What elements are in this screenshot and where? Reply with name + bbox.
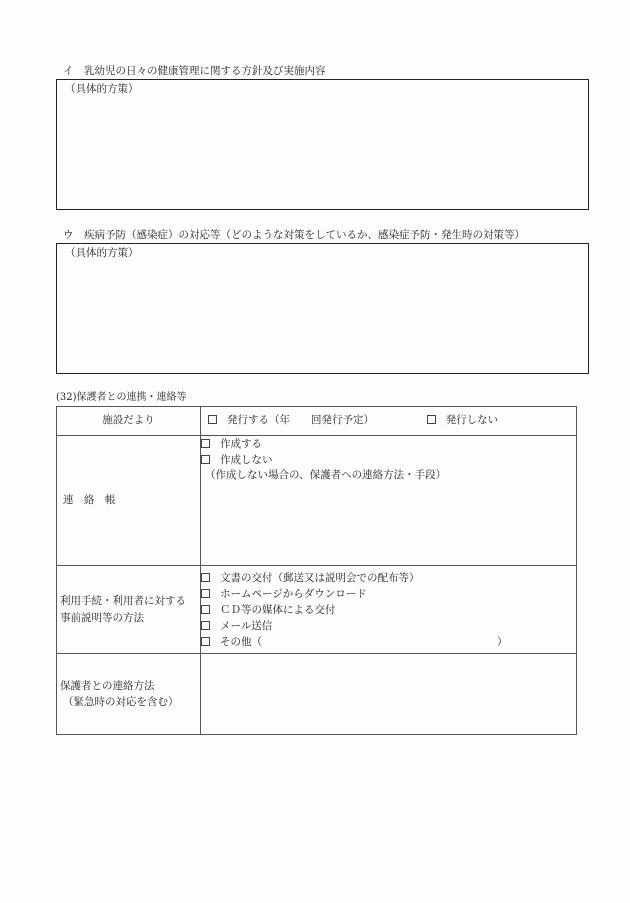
contact-book-options bbox=[201, 436, 577, 566]
contact-table bbox=[56, 406, 577, 735]
other-close-paren: ） bbox=[497, 636, 508, 648]
newsletter-no-issue-option[interactable] bbox=[427, 414, 499, 426]
table-row-newsletter bbox=[57, 407, 577, 436]
section-u-answer-box[interactable] bbox=[56, 243, 589, 374]
row-label-prior-explanation bbox=[57, 566, 201, 654]
option-label: 文書の交付（郵送又は説明会での配布等） bbox=[220, 572, 420, 584]
contact-book-note: （作成しない場合の、保護者への連絡方法・手段） bbox=[205, 469, 447, 481]
label-line-1: 保護者との連絡方法 bbox=[60, 680, 155, 692]
checkbox-icon[interactable] bbox=[201, 455, 210, 464]
option-label: ホームページからダウンロード bbox=[220, 588, 367, 600]
checkbox-icon[interactable] bbox=[427, 415, 436, 424]
checkbox-icon[interactable] bbox=[201, 589, 210, 598]
option-cd-media[interactable] bbox=[201, 602, 576, 618]
section-i-heading: イ 乳幼児の日々の健康管理に関する方針及び実施内容 bbox=[63, 65, 326, 77]
option-label: 作成する bbox=[220, 438, 262, 450]
newsletter-issue-option[interactable] bbox=[208, 414, 374, 426]
contact-book-not-create-option[interactable] bbox=[201, 453, 576, 469]
row-label-parent-contact-method bbox=[57, 654, 201, 735]
section-i-answer-box[interactable] bbox=[56, 79, 589, 210]
table-row-parent-contact-method bbox=[57, 654, 577, 735]
label-line-2: 事前説明等の方法 bbox=[60, 611, 144, 624]
contact-book-create-option[interactable] bbox=[201, 437, 576, 453]
option-label: その他（ bbox=[220, 636, 262, 648]
option-label: メール送信 bbox=[220, 620, 273, 632]
option-homepage-download[interactable] bbox=[201, 586, 576, 602]
checkbox-icon[interactable] bbox=[208, 415, 217, 424]
label-line-1: 利用手続・利用者に対する bbox=[60, 594, 186, 607]
checkbox-icon[interactable] bbox=[201, 621, 210, 630]
newsletter-options bbox=[201, 407, 577, 436]
row-label-contact-book bbox=[57, 436, 201, 566]
label-line-2: （緊急時の対応を含む） bbox=[63, 696, 179, 708]
checkbox-icon[interactable] bbox=[201, 637, 210, 646]
section-32-heading: (32)保護者との連携・連絡等 bbox=[56, 392, 187, 403]
checkbox-icon[interactable] bbox=[201, 439, 210, 448]
option-document-delivery[interactable] bbox=[201, 570, 576, 586]
option-other[interactable] bbox=[201, 634, 576, 650]
option-label: 発行する（年 回発行予定） bbox=[227, 414, 374, 427]
option-label: 発行しない bbox=[445, 414, 499, 427]
option-label: 作成しない bbox=[220, 453, 273, 466]
option-label: ＣＤ等の媒体による交付 bbox=[220, 604, 336, 616]
checkbox-icon[interactable] bbox=[201, 605, 210, 614]
parent-contact-method-field[interactable] bbox=[201, 654, 577, 735]
label-text: 連 絡 帳 bbox=[63, 494, 116, 506]
prior-explanation-options bbox=[201, 566, 577, 654]
checkbox-icon[interactable] bbox=[201, 573, 210, 582]
table-row-contact-book bbox=[57, 436, 577, 566]
section-u-heading: ウ 疾病予防（感染症）の対応等（どのような対策をしているか、感染症予防・発生時の対策等） bbox=[63, 229, 525, 241]
section-u-box-label: （具体的方策） bbox=[65, 247, 139, 259]
option-email[interactable] bbox=[201, 618, 576, 634]
section-i-box-label: （具体的方策） bbox=[65, 83, 139, 95]
table-row-prior-explanation bbox=[57, 566, 577, 654]
row-label-newsletter: 施設だより bbox=[57, 407, 201, 436]
